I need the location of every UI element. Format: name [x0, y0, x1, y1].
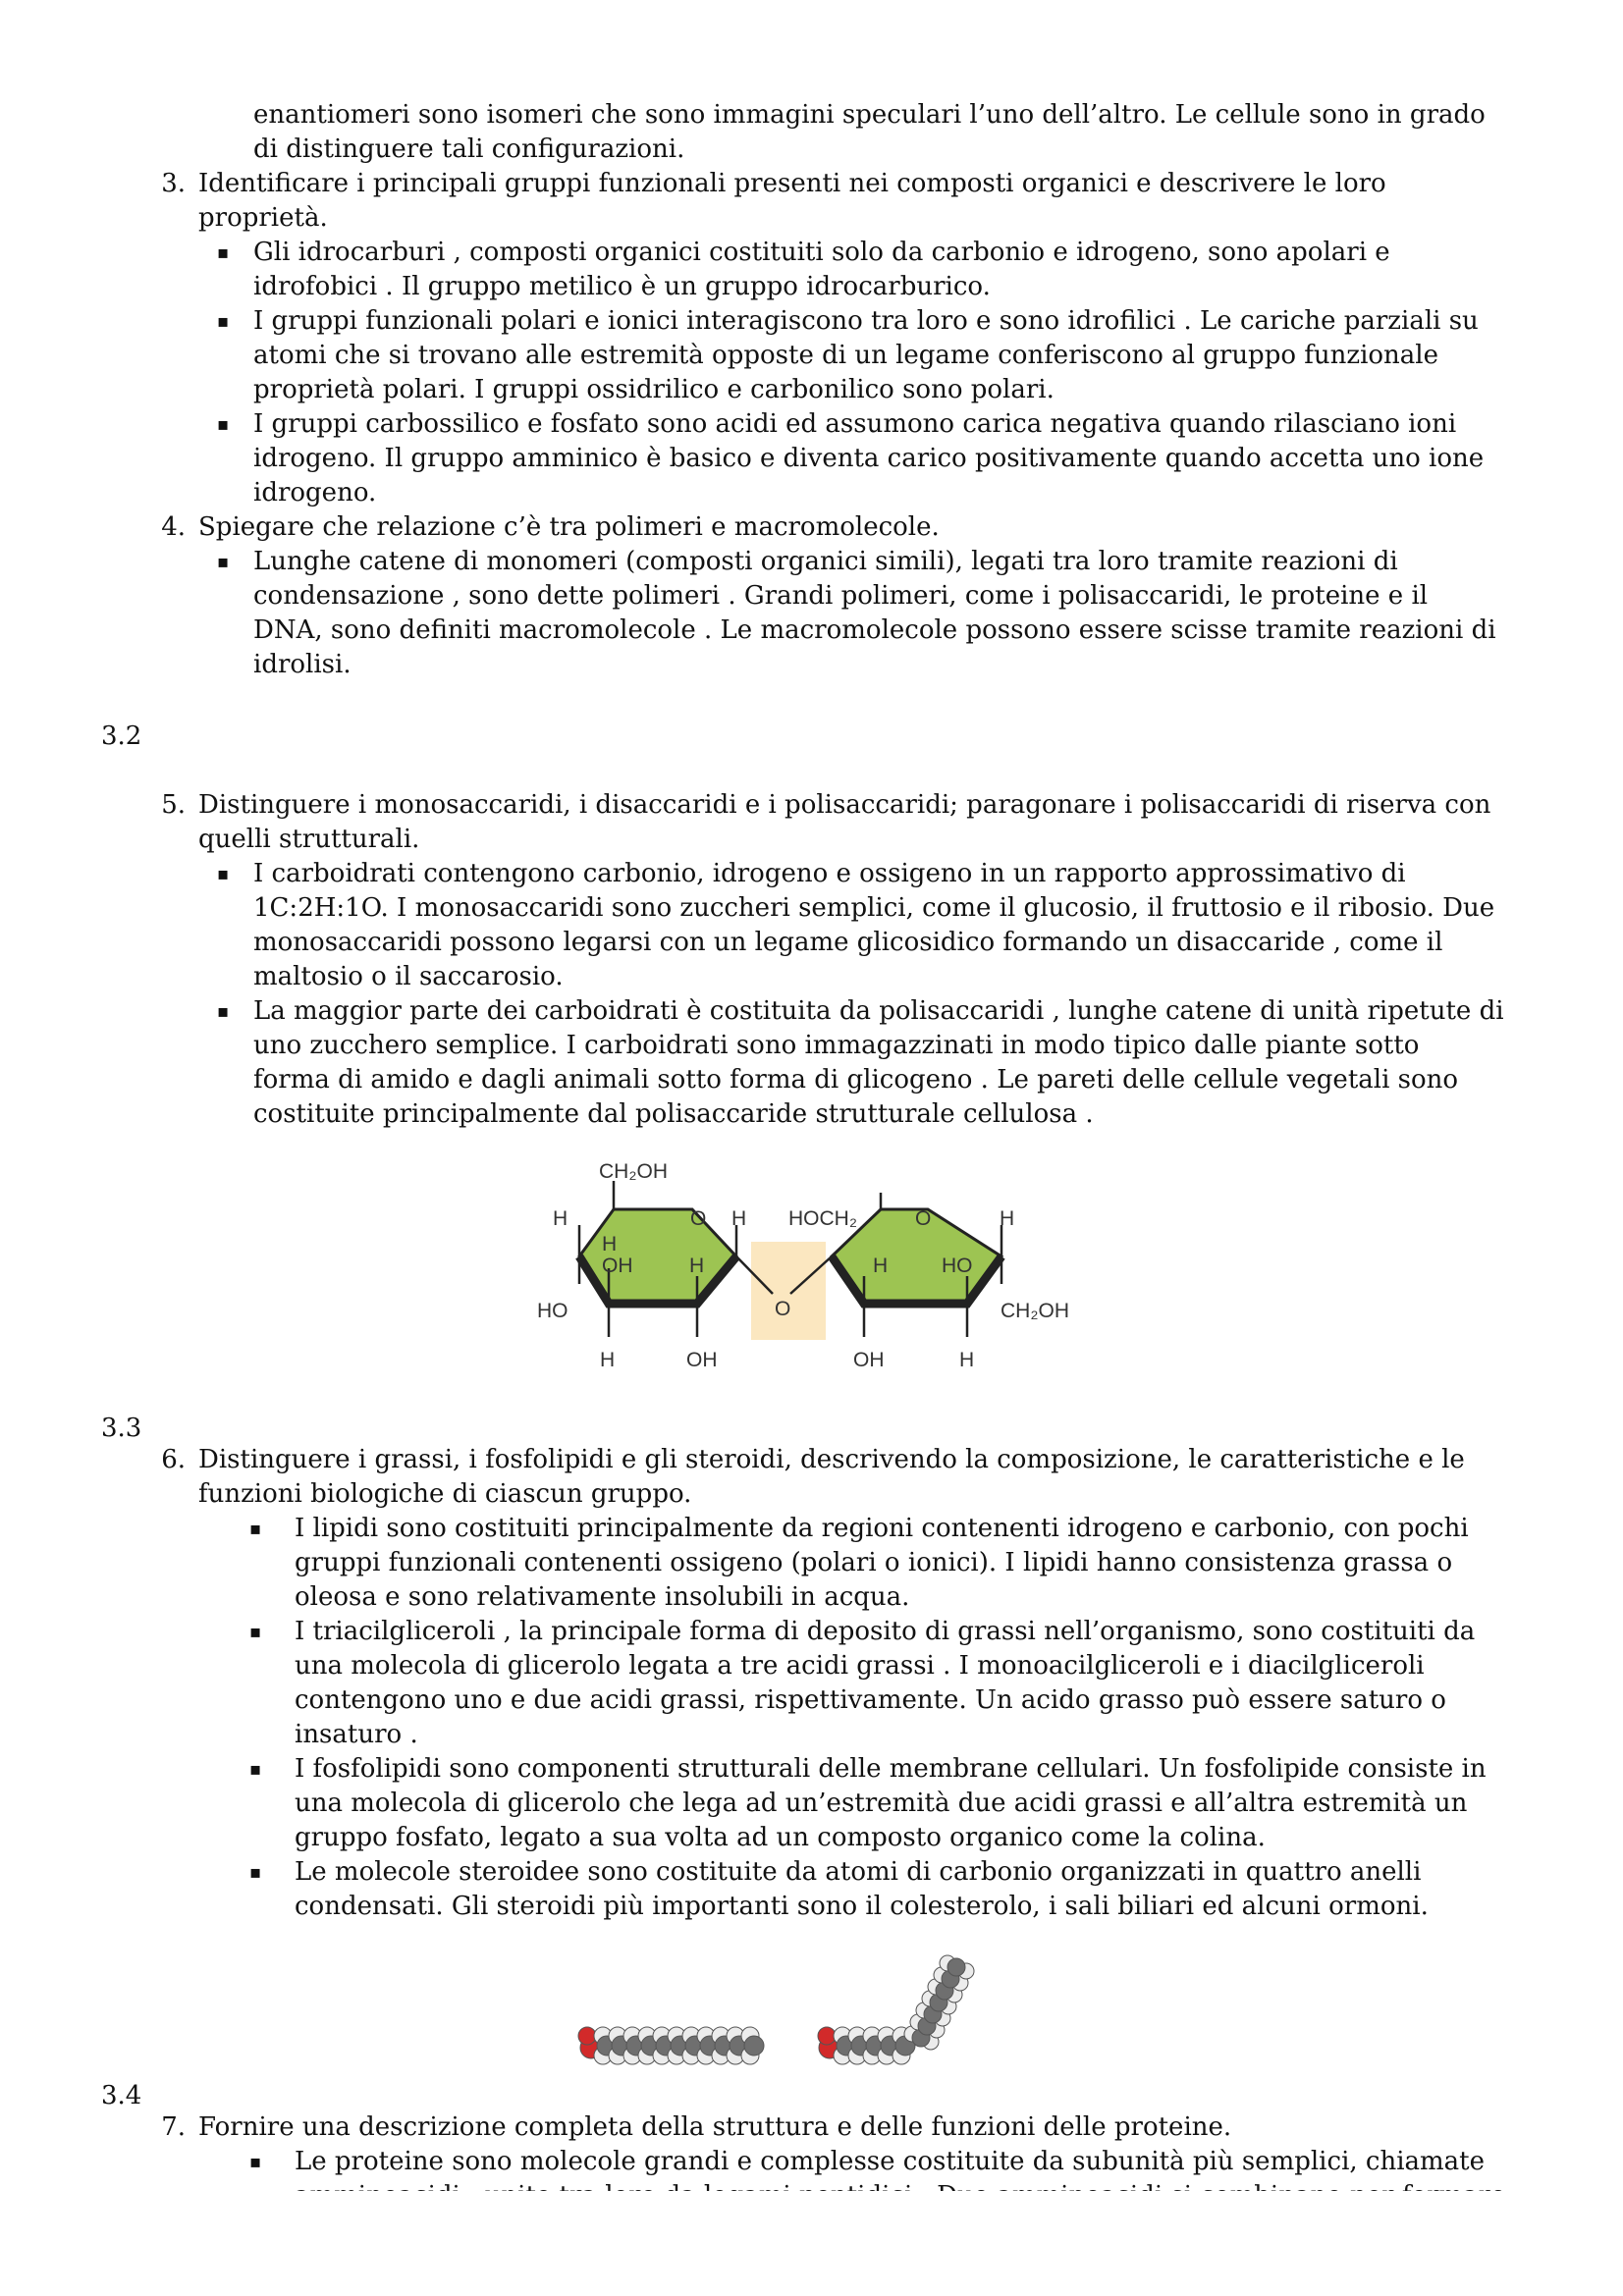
bullet-paragraph	[253, 857, 1494, 994]
bullet-paragraph	[295, 1752, 1487, 1855]
atom-label: H	[600, 1349, 616, 1371]
text-line: DNA, sono definiti macromolecole . Le macromolecole possono essere scisse tramite reazioni di	[253, 615, 1496, 645]
item-number: 5.	[161, 790, 186, 820]
text-line: La maggior parte dei carboidrati è costituita da polisaccaridi , lunghe catene di unità ripetute di	[253, 996, 1504, 1026]
text-line: Le proteine sono molecole grandi e complesse costituite da subunità più semplici, chiamate	[295, 2147, 1486, 2176]
item-number: 4.	[161, 512, 186, 542]
text-line: uno zucchero semplice. I carboidrati sono immagazzinati in modo tipico dalle piante sotto	[253, 1031, 1420, 1060]
atom-label: H	[873, 1255, 889, 1277]
text-line: Distinguere i monosaccaridi, i disaccaridi e i polisaccaridi; paragonare i polisaccaridi di riserva con	[198, 790, 1491, 820]
item-question	[198, 2110, 1231, 2145]
atom-label: O	[775, 1298, 791, 1320]
item-number: 6.	[161, 1445, 186, 1474]
atom-label: OH	[686, 1349, 718, 1371]
text-line: proprietà polari. I gruppi ossidrilico e carbonilico sono polari.	[253, 375, 1055, 404]
item-question	[198, 1443, 1465, 1512]
bullet-icon: ▪	[249, 2152, 262, 2172]
oxygen-atom	[818, 2027, 836, 2045]
text-line: funzioni biologiche di ciascun gruppo.	[198, 1479, 692, 1509]
text-line: una molecola di glicerolo legata a tre acidi grassi . I monoacilgliceroli e i diacilgliceroli	[295, 1651, 1425, 1681]
item-question	[198, 167, 1386, 236]
text-line: forma di amido e dagli animali sotto forma di glicogeno . Le pareti delle cellule vegetali sono	[253, 1065, 1459, 1095]
text-line: Identificare i principali gruppi funzionali presenti nei composti organici e descrivere le loro	[198, 169, 1386, 198]
page-bottom-margin	[0, 2191, 1623, 2296]
atom-label: HO	[537, 1300, 568, 1322]
carbon-atom	[947, 1958, 965, 1976]
atom-label: H	[731, 1207, 747, 1230]
text-line: I triacilgliceroli , la principale forma di deposito di grassi nell’organismo, sono costituiti da	[295, 1617, 1476, 1646]
item-number: 3.	[161, 169, 186, 198]
bullet-icon: ▪	[249, 1622, 262, 1642]
section-number: 3.3	[101, 1414, 142, 1443]
atom-label: CH₂OH	[1001, 1300, 1069, 1322]
glycosidic-bond-highlight	[751, 1242, 826, 1340]
atom-label: OH	[853, 1349, 885, 1371]
text-line: quelli strutturali.	[198, 825, 420, 854]
bullet-icon: ▪	[217, 242, 230, 263]
text-line: condensati. Gli steroidi più importanti sono il colesterolo, i sali biliari ed alcuni ormoni.	[295, 1892, 1429, 1921]
atom-label: HO	[942, 1255, 973, 1277]
bullet-paragraph	[295, 1615, 1475, 1752]
atom-label: H	[689, 1255, 705, 1277]
text-line: I fosfolipidi sono componenti strutturali delle membrane cellulari. Un fosfolipide consiste in	[295, 1754, 1487, 1784]
bullet-icon: ▪	[249, 1862, 262, 1883]
section-number: 3.4	[101, 2081, 142, 2110]
text-line: I gruppi carbossilico e fosfato sono acidi ed assumono carica negativa quando rilasciano ioni	[253, 409, 1457, 439]
text-line: I carboidrati contengono carbonio, idrogeno e ossigeno in un rapporto approssimativo di	[253, 859, 1406, 888]
atom-label: O	[915, 1207, 932, 1230]
text-line: proprietà.	[198, 203, 328, 233]
bullet-icon: ▪	[217, 552, 230, 572]
atom-label: H	[553, 1207, 568, 1230]
text-line: di distinguere tali configurazioni.	[253, 134, 685, 164]
item-question	[198, 788, 1490, 857]
text-line: contengono uno e due acidi grassi, rispettivamente. Un acido grasso può essere saturo o	[295, 1685, 1446, 1715]
text-line: gruppi funzionali contenenti ossigeno (polari o ionici). I lipidi hanno consistenza grassa o	[295, 1548, 1453, 1577]
bullet-paragraph	[253, 236, 1390, 304]
item-number: 7.	[161, 2112, 186, 2142]
saturated-fatty-acid-model	[578, 2027, 764, 2064]
text-line: idrolisi.	[253, 650, 352, 679]
atom-label: H	[1000, 1207, 1015, 1230]
text-line: oleosa e sono relativamente insolubili in acqua.	[295, 1582, 910, 1612]
bullet-icon: ▪	[249, 1759, 262, 1780]
bullet-paragraph	[253, 304, 1479, 407]
text-line: monosaccaridi possono legarsi con un legame glicosidico formando un disaccaride , come il	[253, 928, 1443, 957]
atom-label: H	[959, 1349, 975, 1371]
text-line: idrogeno. Il gruppo amminico è basico e diventa carico positivamente quando accetta uno ione	[253, 444, 1485, 473]
fatty-acid-models-figure	[569, 1953, 1001, 2081]
text-line: 1C:2H:1O. I monosaccaridi sono zuccheri semplici, come il glucosio, il fruttosio e il ribosio. Due	[253, 893, 1495, 923]
text-line: Spiegare che relazione c’è tra polimeri e macromolecole.	[198, 512, 940, 542]
item-question	[198, 510, 940, 545]
bullet-icon: ▪	[217, 864, 230, 884]
text-line: I gruppi funzionali polari e ionici interagiscono tra loro e sono idrofilici . Le cariche parziali su	[253, 306, 1479, 336]
bullet-paragraph	[295, 1855, 1429, 1924]
atom-label: H	[602, 1233, 618, 1255]
atom-label: OH	[602, 1255, 633, 1277]
text-line: enantiomeri sono isomeri che sono immagini speculari l’uno dell’altro. Le cellule sono in grado	[253, 100, 1486, 130]
bullet-paragraph	[295, 1512, 1469, 1615]
bullet-paragraph	[253, 994, 1504, 1132]
text-line: costituite principalmente dal polisaccaride strutturale cellulosa .	[253, 1099, 1094, 1129]
text-line: una molecola di glicerolo che lega ad un’estremità due acidi grassi e all’altra estremità un	[295, 1789, 1468, 1818]
text-line: condensazione , sono dette polimeri . Grandi polimeri, come i polisaccaridi, le proteine e il	[253, 581, 1429, 611]
text-line: gruppo fosfato, legato a sua volta ad un composto organico come la colina.	[295, 1823, 1266, 1852]
bullet-paragraph	[253, 545, 1496, 682]
bullet-icon: ▪	[217, 311, 230, 332]
oxygen-atom	[578, 2027, 596, 2045]
text-line: Distinguere i grassi, i fosfolipidi e gli steroidi, descrivendo la composizione, le caratteristiche e le	[198, 1445, 1465, 1474]
text-line: idrofobici . Il gruppo metilico è un gruppo idrocarburico.	[253, 272, 991, 301]
text-line: Gli idrocarburi , composti organici costituiti solo da carbonio e idrogeno, sono apolari e	[253, 238, 1390, 267]
text-line: atomi che si trovano alle estremità opposte di un legame conferiscono al gruppo funzionale	[253, 341, 1438, 370]
text-line: Fornire una descrizione completa della struttura e delle funzioni delle proteine.	[198, 2112, 1232, 2142]
bullet-icon: ▪	[249, 1519, 262, 1539]
section-number: 3.2	[101, 721, 142, 751]
bullet-icon: ▪	[217, 1001, 230, 1022]
carbon-atom	[744, 2036, 764, 2056]
bullet-icon: ▪	[217, 414, 230, 435]
text-line: Lunghe catene di monomeri (composti organici simili), legati tra loro tramite reazioni di	[253, 547, 1398, 576]
atom-label: HOCH₂	[788, 1207, 857, 1230]
text-line: Le molecole steroidee sono costituite da atomi di carbonio organizzati in quattro anelli	[295, 1857, 1422, 1887]
atom-label: O	[690, 1207, 707, 1230]
unsaturated-fatty-acid-model	[818, 1955, 974, 2064]
text-line: I lipidi sono costituiti principalmente da regioni contenenti idrogeno e carbonio, con pochi	[295, 1514, 1469, 1543]
text-line: maltosio o il saccarosio.	[253, 962, 564, 991]
text-line: idrogeno.	[253, 478, 377, 507]
sucrose-structure-figure	[525, 1148, 1095, 1384]
bullet-paragraph	[253, 407, 1484, 510]
continuation-paragraph	[253, 98, 1486, 167]
text-line: insaturo .	[295, 1720, 418, 1749]
atom-label: CH₂OH	[599, 1160, 668, 1183]
